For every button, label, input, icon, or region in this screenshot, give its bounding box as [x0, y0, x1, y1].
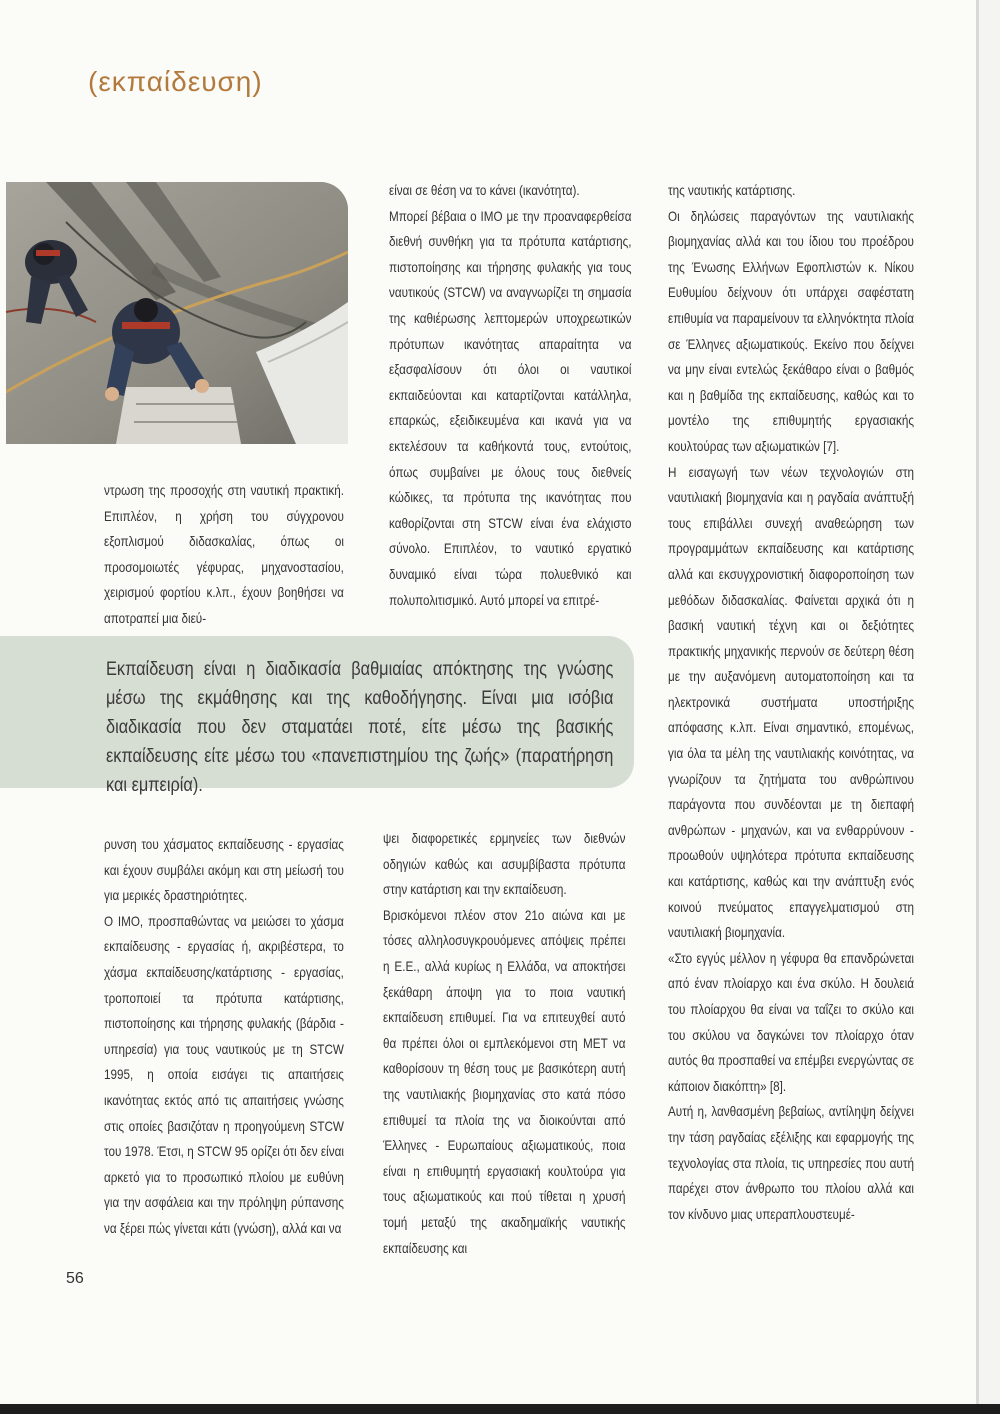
- paragraph: Βρισκόμενοι πλέον στον 21ο αιώνα και με τόσες αλληλοσυγκρουόμενες απόψεις πρέπει η Ε.Ε., αλλά κυρίως η Ελλάδα, να αποκτήσει ξεκάθαρη άποψη για το ποια ναυτική εκπαίδευση επιθυμεί. Για να επιτευχθεί αυτό θα πρέπει όλοι οι εμπλεκόμενοι στη ΜΕΤ να καθορίσουν τη θέση τους με βασικότερη αυτή της ναυτιλιακής βιομηχανίας στο κατά πόσο επιθυμεί τα πλοία της να διοικούνται από Έλληνες - Ευρωπαίους αξιωματικούς, ποια είναι η επιθυμητή εργασιακή κουλτούρα για τους αξιωματικούς και πού τίθεται η χρυσή τομή μεταξύ της ακαδημαϊκής ναυτικής εκπαίδευσης και: [383, 907, 626, 1256]
- bottom-rule: [0, 1404, 1000, 1414]
- paragraph: Αυτή η, λανθασμένη βεβαίως, αντίληψη δείχνει την τάση ραγδαίας εξέλιξης και εφαρμογής της τεχνολογίας στα πλοία, τις υπηρεσίες που αυτή παρέχει στον άνθρωπο του πλοίου αλλά και τον κίνδυνο μιας υπεραπλουστευμέ-: [668, 1104, 914, 1222]
- page-number: 56: [66, 1270, 84, 1287]
- paragraph: είναι σε θέση να το κάνει (ικανότητα).: [389, 183, 580, 198]
- paragraph: Η εισαγωγή των νέων τεχνολογιών στη ναυτιλιακή βιομηχανία και η ραγδαία ανάπτυξή τους επιβάλλει συνεχή αναθεώρηση των προγραμμάτων εκπαίδευσης και κατάρτισης αλλά και εκσυγχρονιστική διαφοροποίηση των μεθόδων διδασκαλίας. Φαίνεται αρχικά ότι η βασική ναυτική τέχνη και οι δεξιότητες πρακτικής μηχανικής περνούν σε δεύτερη θέση με την αυξανόμενη αυτοματοποίηση και τα ηλεκτρονικά συστήματα υποστήριξης απόφασης κ.λπ. Είναι σημαντικό, επομένως, για όλα τα μέλη της ναυτιλιακής κοινότητας, να γνωρίζουν τα ζητήματα του ανθρώπινου παράγοντα που συνδέονται με τη διεπαφή ανθρώπων - μηχανών, και να ενθαρρύνουν - προωθούν υψηλότερα πρότυπα εκπαίδευσης και κατάρτισης, καθώς και την ανάπτυξη ενός κοινού πνεύματος επαγγελματισμού στη ναυτιλιακή βιομηχανία.: [668, 464, 914, 941]
- paragraph: ψει διαφορετικές ερμηνείες των διεθνών οδηγιών καθώς και ασυμβίβαστα πρότυπα στην κατάρτιση και την εκπαίδευση.: [383, 831, 626, 898]
- paragraph: ντρωση της προσοχής στη ναυτική πρακτική. Επιπλέον, η χρήση του σύγχρονου εξοπλισμού διδασκαλίας, όπως οι προσομοιωτές γέφυρας, μηχανοστασίου, χειρισμού φορτίου κ.λπ., έχουν βοηθήσει να αποτραπεί μια διεύ-: [104, 483, 344, 626]
- paragraph: «Στο εγγύς μέλλον η γέφυρα θα επανδρώνεται από έναν πλοίαρχο και ένα σκύλο. Η δουλειά του πλοίαρχου θα είναι να ταΐζει το σκύλο και του σκύλου να δαγκώνει τον πλοίαρχο όταν αυτός θα προσπαθεί να επέμβει ενεργώντας σε κάποιον διακόπτη» [8].: [668, 950, 914, 1094]
- paragraph: Μπορεί βέβαια ο ΙΜΟ με την προαναφερθείσα διεθνή συνθήκη για τα πρότυπα κατάρτισης, πιστοποίησης και τήρησης φυλακής για τους ναυτικούς (STCW) να αναγνωρίζει τη σημασία της καθιέρωσης λεπτομερών υποχρεωτικών πρότυπων ικανότητας απαραίτητα να εξασφαλίσουν ότι όλοι οι ναυτικοί εκπαιδεύονται και καταρτίζονται κατάλληλα, επαρκώς, εξειδικευμένα και ικανά για να εκτελέσουν τα καθήκοντά τους, εντούτοις, όπως συμβαίνει με όλους τους διεθνείς κώδικες, τα πρότυπα της ικανότητας που καθορίζονται στη STCW είναι ένα ελάχιστο σύνολο. Επιπλέον, το ναυτικό εργατικό δυναμικό είναι τώρα πολυεθνικό και πολυπολιτισμικό. Αυτό μπορεί να επιτρέ-: [389, 208, 632, 608]
- training-photo: [6, 182, 348, 444]
- paragraph: Οι δηλώσεις παραγόντων της ναυτιλιακής βιομηχανίας αλλά και του ίδιου του προέδρου της Ένωσης Ελλήνων Εφοπλιστών κ. Νίκου Ευθυμίου δείχνουν ότι υπάρχει σαφέστατη επιθυμία να παραμείνουν τα ελληνόκτητα πλοία σε Έλληνες αξιωματικούς. Εκείνο που δείχνει να μην είναι εντελώς ξεκάθαρο είναι ο βαθμός και η βαθμίδα της εκπαίδευσης, καθώς και το μοντέλο της επιθυμητής εργασιακής κουλτούρας των αξιωματικών [7].: [668, 208, 914, 454]
- text-column-5: [383, 826, 626, 1261]
- paragraph: ρυνση του χάσματος εκπαίδευσης - εργασίας και έχουν συμβάλει ακόμη και στη μείωσή του για μερικές δραστηριότητες.: [104, 837, 344, 904]
- paragraph: της ναυτικής κατάρτισης.: [668, 183, 796, 198]
- text-column-2: [389, 178, 632, 613]
- section-title: (εκπαίδευση): [88, 66, 263, 97]
- text-column-1: [104, 478, 344, 632]
- text-column-3: [668, 178, 914, 1227]
- paragraph: Ο ΙΜΟ, προσπαθώντας να μειώσει το χάσμα εκπαίδευσης - εργασίας ή, ακριβέστερα, το χάσμα εκπαίδευσης/κατάρτισης - εργασίας, τροποποιεί τα πρότυπα κατάρτισης, πιστοποίησης και τήρησης φυλακής (βάρδια - υπηρεσία) για τους ναυτικούς με τη STCW 1995, η οποία εισάγει τις απαιτήσεις ικανότητας εκτός από τις απαιτήσεις γνώσης στις οποίες βασιζόταν η προηγούμενη STCW του 1978. Έτσι, η STCW 95 ορίζει ότι δεν είναι αρκετό για το προσωπικό πλοίου με ευθύνη για την ασφάλεια και την πρόληψη ρύπανσης να ξέρει πώς γίνεται κάτι (γνώση), αλλά και να: [104, 913, 344, 1236]
- photo-icon: [6, 182, 348, 444]
- pull-quote-text: Εκπαίδευση είναι η διαδικασία βαθμιαίας απόκτησης της γνώσης μέσω της εκμάθησης και της καθοδήγησης. Είναι μια ισόβια διαδικασία που δεν σταματάει ποτέ, είτε μέσω της βασικής εκπαίδευσης είτε μέσω του «πανεπιστημίου της ζωής» (παρατήρηση και εμπειρία).: [106, 659, 614, 796]
- text-column-4: [104, 832, 344, 1242]
